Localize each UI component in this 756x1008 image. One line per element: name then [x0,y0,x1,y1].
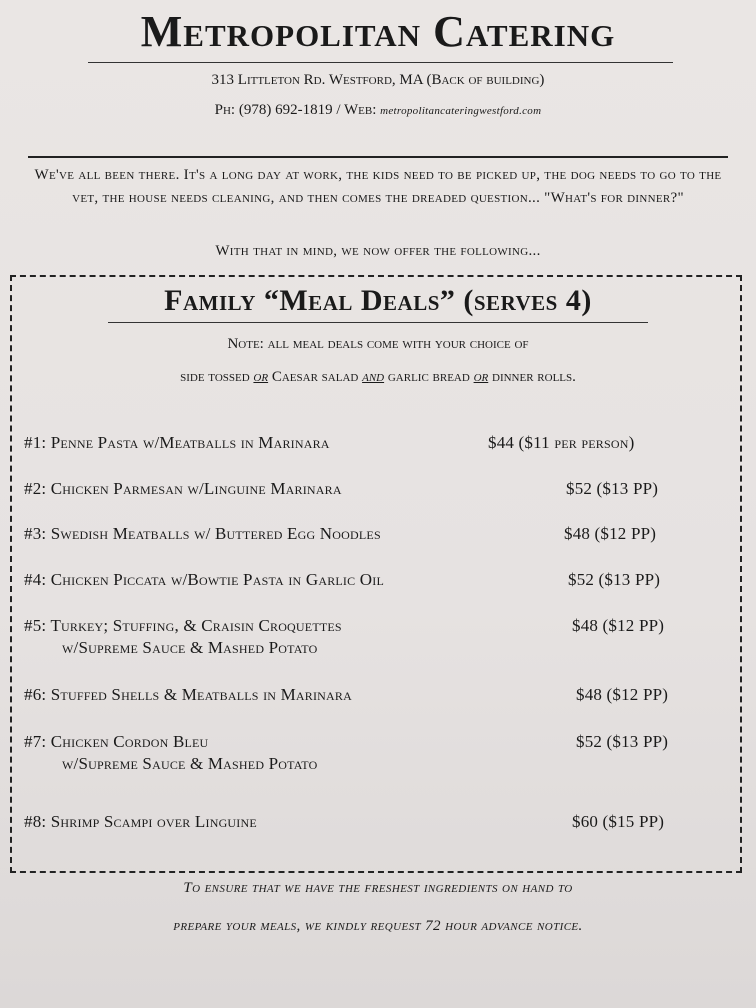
note-or-2: or [473,369,489,385]
meal-item-subtitle: w/Supreme Sauce & Mashed Potato [62,638,318,657]
meal-deals-underline [108,322,648,323]
note-or-1: or [253,369,269,385]
title-underline [88,62,673,63]
meal-item-name: #2: Chicken Parmesan w/Linguine Marinara [24,479,342,498]
note-dinner-rolls: dinner rolls. [492,369,576,385]
footer-line-2: prepare your meals, we kindly request 72 hour advance notice. [173,918,583,934]
website-link[interactable]: metropolitancateringwestford.com [380,105,542,117]
meal-item-name: #3: Swedish Meatballs w/ Buttered Egg Noodles [24,524,381,543]
business-title: Metropolitan Catering [140,7,616,56]
meal-item-subtitle: w/Supreme Sauce & Mashed Potato [62,754,318,773]
meal-item-name: #1: Penne Pasta w/Meatballs in Marinara [24,433,330,452]
note-caesar: Caesar salad [271,369,359,385]
offer-line: With that in mind, we now offer the following... [215,243,541,259]
note-garlic-bread: garlic bread [387,369,470,385]
address: 313 Littleton Rd. Westford, MA (Back of building) [211,72,545,88]
intro-text: We've all been there. It's a long day at work, the kids need to be picked up, the dog needs to go to the vet, the house needs cleaning, and then comes the dreaded question... "What's for dinner?" [34,167,722,206]
meal-item-price: $48 ($12 PP) [572,616,665,635]
meal-item-price: $48 ($12 PP) [576,685,669,704]
contact-line [0,102,756,119]
note-side-tossed: side tossed [180,369,250,385]
note-line-2 [0,369,756,386]
meal-item-price: $44 ($11 per person) [488,433,635,452]
meal-item-name: #6: Stuffed Shells & Meatballs in Marinara [24,685,352,704]
meal-item-name: #8: Shrimp Scampi over Linguine [24,812,257,831]
header-divider [28,156,728,158]
meal-item-price: $52 ($13 PP) [576,732,669,751]
footer-line-1: To ensure that we have the freshest ingredients on hand to [183,880,573,896]
meal-item-name: #5: Turkey; Stuffing, & Craisin Croquettes [24,616,342,635]
meal-item-price: $52 ($13 PP) [566,479,659,498]
meal-item-price: $60 ($15 PP) [572,812,665,831]
meal-deals-title: Family “Meal Deals” (serves 4) [164,284,592,317]
note-and: and [362,369,385,385]
meal-item-price: $48 ($12 PP) [564,524,657,543]
phone-label: Ph: (978) 692-1819 / Web: [214,102,377,118]
meal-item-name: #4: Chicken Piccata w/Bowtie Pasta in Garlic Oil [24,570,384,589]
note-line-1: Note: all meal deals come with your choice of [227,336,529,352]
meal-item-name: #7: Chicken Cordon Bleu [24,732,209,751]
meal-item-price: $52 ($13 PP) [568,570,661,589]
